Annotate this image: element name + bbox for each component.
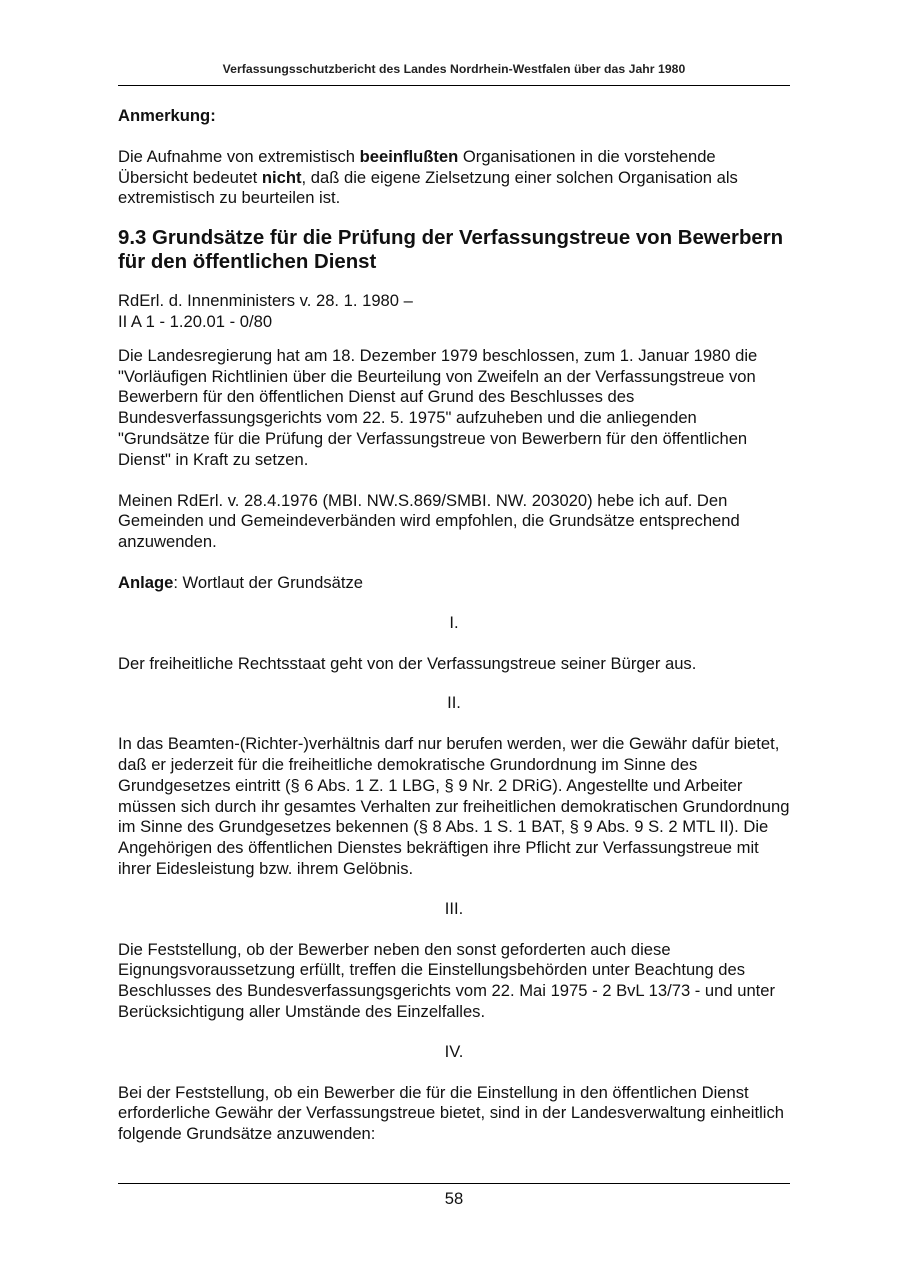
- note-bold-term: nicht: [261, 167, 302, 187]
- page-header: Verfassungsschutzbericht des Landes Nordrhein-Westfalen über das Jahr 1980: [222, 62, 686, 76]
- page-number: 58: [444, 1189, 464, 1208]
- principle-numeral: II.: [447, 693, 461, 713]
- header-rule: [118, 85, 790, 86]
- body-paragraph: Meinen RdErl. v. 28.4.1976 (MBI. NW.S.869/SMBI. NW. 203020) hebe ich auf. Den Gemeinden und Gemeindeverbänden wird empfohlen, die Grundsätze entsprechend anzuwenden.: [118, 490, 740, 552]
- principle-text: Bei der Feststellung, ob ein Bewerber die für die Einstellung in den öffentlichen Dienst erforderliche Gewähr der Verfassungstreue bietet, sind in der Landesverwaltung einheitlich folgende Grundsätze anzuwenden:: [118, 1082, 784, 1144]
- note-bold-term: beeinflußten: [359, 146, 459, 166]
- attachment-text: : Wortlaut der Grundsätze: [173, 572, 364, 592]
- page-content: [118, 106, 790, 1145]
- note-text: [118, 147, 790, 209]
- principle-text: In das Beamten-(Richter-)verhältnis darf nur berufen werden, wer die Gewähr dafür bietet, daß er jederzeit für die freiheitliche demokratische Grundordnung im Sinne des Grundgesetzes eintritt (§ 6 Abs. 1 Z. 1 LBG, § 9 Nr. 2 DRiG). Angestellte und Arbeiter müssen sich durch ihr gesamtes Verhalten zur freiheitlichen demokratischen Grundordnung im Sinne des Grundgesetzes bekennen (§ 8 Abs. 1 S. 1 BAT, § 9 Abs. 9 S. 2 MTL II). Die Angehörigen des öffentlichen Dienstes bekräftigen ihre Pflicht zur Verfassungstreue mit ihrer Eidesleistung bzw. ihrem Gelöbnis.: [118, 734, 790, 878]
- note-text-part: Die Aufnahme von extremistisch: [118, 146, 360, 166]
- attachment-label: Anlage: [118, 572, 174, 592]
- note-text-part: Organisationen in die vorstehende Übersicht bedeutet: [118, 146, 716, 187]
- decree-reference-line: RdErl. d. Innenministers v. 28. 1. 1980 –: [118, 291, 413, 311]
- decree-reference-line: II A 1 - 1.20.01 - 0/80: [118, 311, 273, 331]
- principle-numeral: III.: [444, 898, 464, 918]
- note-heading: Anmerkung:: [118, 106, 216, 125]
- footer-rule: [118, 1183, 790, 1184]
- principle-text: Der freiheitliche Rechtsstaat geht von der Verfassungstreue seiner Bürger aus.: [118, 653, 697, 673]
- body-paragraph: Die Landesregierung hat am 18. Dezember 1979 beschlossen, zum 1. Januar 1980 die "Vorläufigen Richtlinien über die Beurteilung von Zweifeln an der Verfassungstreue von Bewerbern für den öffentlichen Dienst auf Grund des Beschlusses des Bundesverfassungsgerichts vom 22. 5. 1975" aufzuheben und die anliegenden "Grundsätze für die Prüfung der Verfassungstreue von Bewerbern für den öffentlichen Dienst" in Kraft zu setzen.: [118, 345, 758, 469]
- principle-numeral: IV.: [444, 1041, 464, 1061]
- attachment-line: [118, 573, 790, 594]
- principle-text: Die Feststellung, ob der Bewerber neben den sonst geforderten auch diese Eignungsvoraussetzung erfüllt, treffen die Einstellungsbehörden unter Beachtung des Beschlusses des Bundesverfassungsgerichts vom 22. Mai 1975 - 2 BvL 13/73 - und unter Berücksichtigung aller Umstände des Einzelfalles.: [118, 939, 776, 1021]
- decree-reference: [118, 291, 790, 333]
- principle-numeral: I.: [449, 612, 459, 632]
- note-text-part: , daß die eigene Zielsetzung einer solchen Organisation als extremistisch zu beurteilen ist.: [118, 167, 738, 208]
- section-title: 9.3 Grundsätze für die Prüfung der Verfassungstreue von Bewerbern für den öffentlichen Dienst: [118, 227, 784, 274]
